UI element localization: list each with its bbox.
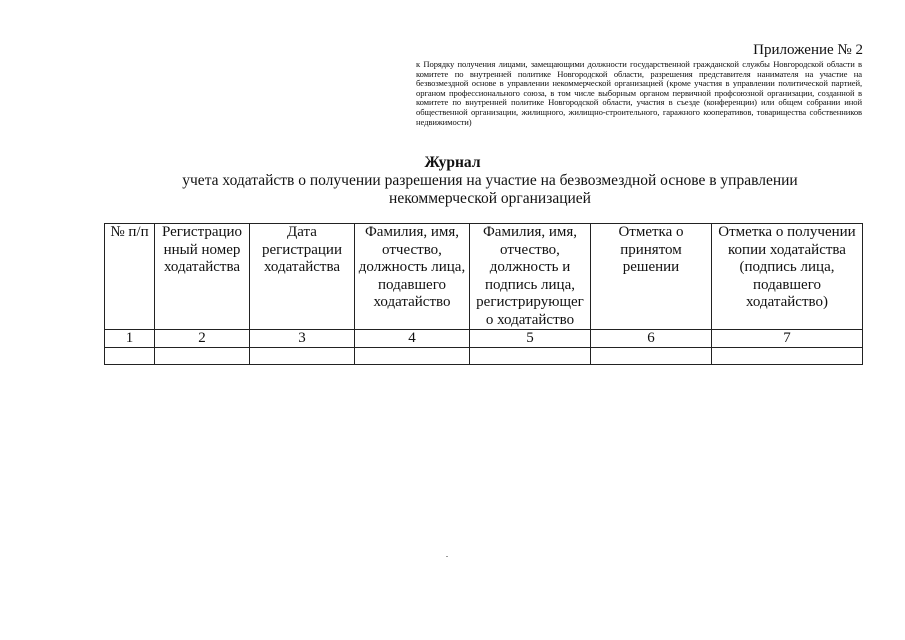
scan-speck <box>446 556 448 557</box>
column-header-registration-date: Дата регистрации ходатайства <box>250 224 355 330</box>
table-row <box>105 348 863 365</box>
table-header-row <box>105 224 863 330</box>
column-number-cell: 2 <box>155 330 250 348</box>
table-cell <box>591 348 712 365</box>
column-number-cell: 6 <box>591 330 712 348</box>
column-header-registrar: Фамилия, имя, отчество, должность и подпись лица, регистрирующег о ходатайство <box>470 224 591 330</box>
column-number-cell: 4 <box>355 330 470 348</box>
column-header-number: № п/п <box>105 224 155 330</box>
column-header-decision: Отметка о принятом решении <box>591 224 712 330</box>
column-number-cell: 3 <box>250 330 355 348</box>
document-title: Журнал <box>424 154 481 171</box>
document-subtitle: учета ходатайств о получении разрешения на участие на безвозмездной основе в управлении некоммерческой организацией <box>182 172 798 207</box>
column-header-copy-received: Отметка о получении копии ходатайства (подпись лица, подавшего ходатайство) <box>712 224 863 330</box>
column-header-registration-number: Регистрацио нный номер ходатайства <box>155 224 250 330</box>
column-number-cell: 5 <box>470 330 591 348</box>
appendix-title: Приложение № 2 <box>753 42 863 58</box>
column-header-applicant: Фамилия, имя, отчество, должность лица, подавшего ходатайство <box>355 224 470 330</box>
journal-table <box>104 223 863 365</box>
table-cell <box>355 348 470 365</box>
column-number-cell: 1 <box>105 330 155 348</box>
appendix-note: к Порядку получения лицами, замещающими должности государственной гражданской службы Новгородской области в комитете по внутренней политике Новгородской области, разрешения представителя нанимателя на участие на безвозмездной основе в управлении некоммерческой организацией (кроме участия в управлении политической партией, органом профессионального союза, в том числе выборным органом первичной профсоюзной организации, созданной в комитете по внутренней политике Новгородской области, участия в съезде (конференции) или общем собрании иной общественной организации, жилищного, жилищно-строительного, гаражного кооперативов, товарищества собственников недвижимости) <box>416 59 862 127</box>
table-cell <box>470 348 591 365</box>
table-cell <box>105 348 155 365</box>
column-number-row <box>105 330 863 348</box>
table-cell <box>712 348 863 365</box>
table-cell <box>155 348 250 365</box>
table-cell <box>250 348 355 365</box>
column-number-cell: 7 <box>712 330 863 348</box>
